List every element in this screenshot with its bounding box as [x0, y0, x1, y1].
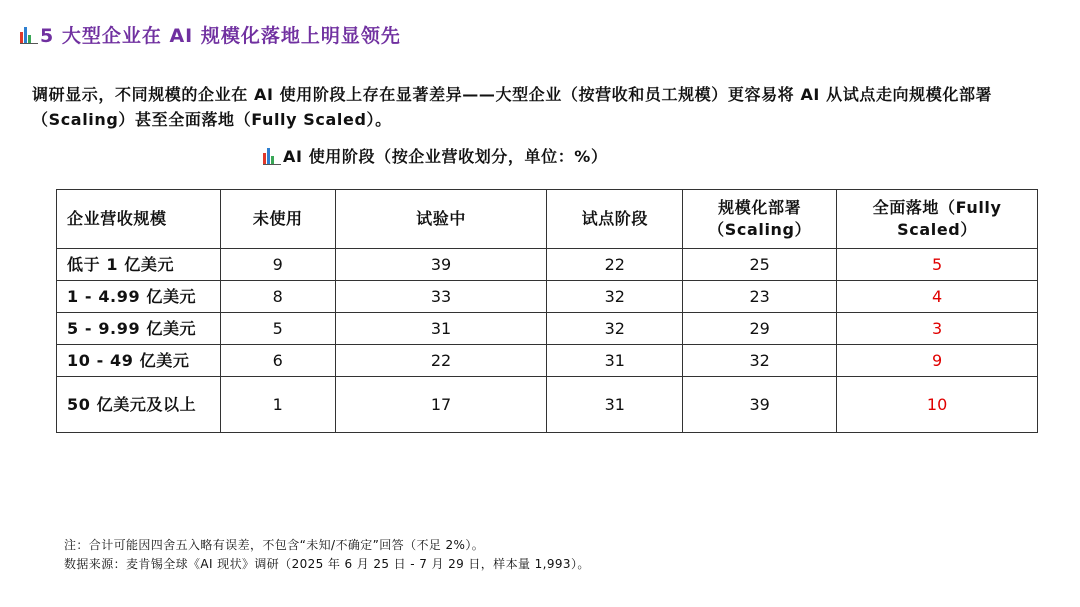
header-experimenting: 试验中	[335, 190, 547, 249]
cell-experimenting: 22	[335, 345, 547, 377]
cell-piloting: 31	[547, 345, 683, 377]
row-label: 低于 1 亿美元	[57, 249, 221, 281]
cell-not-used: 5	[220, 313, 335, 345]
row-label: 1 - 4.99 亿美元	[57, 281, 221, 313]
cell-fully-scaled: 9	[837, 345, 1038, 377]
bar-chart-icon-bar	[28, 35, 31, 43]
cell-not-used: 1	[220, 377, 335, 433]
cell-not-used: 8	[220, 281, 335, 313]
cell-experimenting: 17	[335, 377, 547, 433]
bar-chart-icon	[20, 25, 38, 44]
cell-fully-scaled: 4	[837, 281, 1038, 313]
intro-paragraph: 调研显示，不同规模的企业在 AI 使用阶段上存在显著差异——大型企业（按营收和员工规模）更容易将 AI 从试点走向规模化部署（Scaling）甚至全面落地（Fully Scaled）。	[32, 85, 993, 129]
footnote-source: 数据来源：麦肯锡全球《AI 现状》调研（2025 年 6 月 25 日 - 7 月 29 日，样本量 1,993）。	[64, 557, 590, 571]
table-row	[57, 345, 1038, 377]
cell-piloting: 32	[547, 313, 683, 345]
header-revenue-scale: 企业营收规模	[57, 190, 221, 249]
footnotes	[64, 536, 590, 574]
table-row	[57, 249, 1038, 281]
header-piloting: 试点阶段	[547, 190, 683, 249]
cell-experimenting: 39	[335, 249, 547, 281]
table-row	[57, 377, 1038, 433]
section-heading	[20, 20, 401, 48]
cell-experimenting: 33	[335, 281, 547, 313]
table-row	[57, 313, 1038, 345]
header-fully-scaled: 全面落地（Fully Scaled）	[837, 190, 1038, 249]
bar-chart-icon	[263, 146, 281, 165]
section-heading-text: 5 大型企业在 AI 规模化落地上明显领先	[40, 24, 401, 47]
cell-not-used: 9	[220, 249, 335, 281]
table-title-text: AI 使用阶段（按企业营收划分，单位：%）	[283, 146, 608, 166]
cell-fully-scaled: 5	[837, 249, 1038, 281]
cell-piloting: 22	[547, 249, 683, 281]
bar-chart-icon-bar	[271, 156, 274, 164]
table-row	[57, 281, 1038, 313]
cell-scaling: 32	[683, 345, 837, 377]
header-not-used: 未使用	[220, 190, 335, 249]
bar-chart-icon-bar	[24, 27, 27, 43]
cell-experimenting: 31	[335, 313, 547, 345]
table-title	[263, 143, 608, 167]
table-header-row	[57, 190, 1038, 249]
bar-chart-icon-bar	[20, 32, 23, 43]
bar-chart-icon-bar	[267, 148, 270, 164]
ai-stage-table	[56, 189, 1038, 433]
row-label: 50 亿美元及以上	[57, 377, 221, 433]
cell-fully-scaled: 3	[837, 313, 1038, 345]
cell-fully-scaled: 10	[837, 377, 1038, 433]
bar-chart-icon-bar	[263, 153, 266, 164]
cell-piloting: 32	[547, 281, 683, 313]
cell-scaling: 29	[683, 313, 837, 345]
cell-scaling: 23	[683, 281, 837, 313]
cell-piloting: 31	[547, 377, 683, 433]
row-label: 10 - 49 亿美元	[57, 345, 221, 377]
cell-scaling: 39	[683, 377, 837, 433]
footnote-note: 注：合计可能因四舍五入略有误差，不包含“未知/不确定”回答（不足 2%）。	[64, 538, 485, 552]
header-scaling: 规模化部署（Scaling）	[683, 190, 837, 249]
row-label: 5 - 9.99 亿美元	[57, 313, 221, 345]
cell-scaling: 25	[683, 249, 837, 281]
cell-not-used: 6	[220, 345, 335, 377]
